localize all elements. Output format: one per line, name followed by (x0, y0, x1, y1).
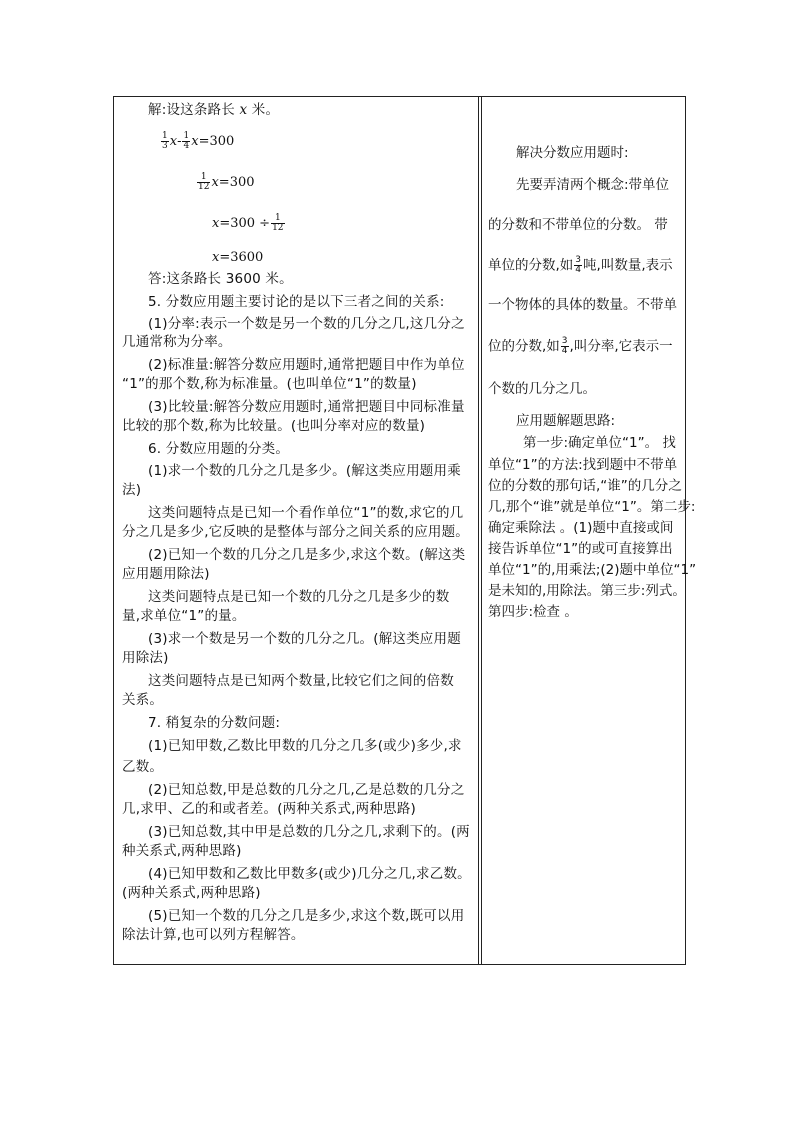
text-line: 几,求甲、乙的和或者差。(两种关系式,两种思路) (122, 801, 416, 817)
text-line: (3)已知总数,其中甲是总数的几分之几,求剩下的。(两 (148, 824, 470, 840)
right-text: 的分数和不带单位的分数。 带 (488, 217, 668, 233)
equation-3: x=300 ÷ $\frac{1}{12}$ (212, 213, 284, 233)
equation-4: x=3600 (212, 250, 264, 265)
text-line: 种关系式,两种思路) (122, 843, 242, 859)
right-heading-2: 应用题解题思路: (516, 413, 616, 429)
equation-2: $\frac{1}{12}$ x=300 (198, 172, 255, 192)
column-divider-inner (481, 96, 482, 965)
text-line: 分之几是多少,它反映的是整体与部分之间关系的应用题。 (122, 524, 469, 540)
step-line: 单位“1”的,用乘法;(2)题中单位“1” (488, 562, 697, 578)
right-text: 一个物体的具体的数量。不带单 (488, 297, 677, 313)
solution-intro: 解:设这条路长 x 米。 (148, 102, 280, 118)
step-line: 是未知的,用除法。第三步:列式。 (488, 583, 686, 599)
text-line: (5)已知一个数的几分之几是多少,求这个数,既可以用 (148, 908, 465, 924)
text-line: 比较的那个数,称为比较量。(也叫分率对应的数量) (122, 418, 426, 434)
text-line: 6. 分数应用题的分类。 (148, 441, 290, 457)
step-line: 单位“1”的方法:找到题中不带单 (488, 457, 678, 473)
text-line: 7. 稍复杂的分数问题: (148, 715, 281, 731)
text-line: (两种关系式,两种思路) (122, 885, 261, 901)
step-line: 位的分数的那句话,“谁”的几分之 (488, 478, 682, 494)
text-line: (3)比较量:解答分数应用题时,通常把题目中同标准量 (148, 399, 465, 415)
text-line: 量,求单位“1”的量。 (122, 608, 246, 624)
equation-1: $\frac{1}{3}$ x- $\frac{1}{4}$ x=300 (162, 131, 235, 151)
text-line: “1”的那个数,称为标准量。(也叫单位“1”的数量) (122, 376, 417, 392)
text-line: 应用题用除法) (122, 566, 210, 582)
text-line: 用除法) (122, 650, 169, 666)
text-line: (2)标准量:解答分数应用题时,通常把题目中作为单位 (148, 357, 465, 373)
step-line: 第四步:检查 。 (488, 604, 578, 620)
text-line: (4)已知甲数和乙数比甲数多(或少)几分之几,求乙数。 (148, 866, 471, 882)
right-text-fraction: 位的分数,如 $\frac{3}{4}$ ,叫分率,它表示一 (488, 336, 673, 356)
right-heading: 解决分数应用题时: (516, 145, 629, 161)
text-line: 关系。 (122, 692, 164, 708)
text-line: 这类问题特点是已知两个数量,比较它们之间的倍数 (148, 673, 454, 689)
text-line: 这类问题特点是已知一个数的几分之几是多少的数 (148, 589, 450, 605)
text-line: (2)已知总数,甲是总数的几分之几,乙是总数的几分之 (148, 782, 465, 798)
step-line: 确定乘除法 。(1)题中直接或间 (488, 520, 674, 536)
text-line: (1)分率:表示一个数是另一个数的几分之几,这几分之 (148, 316, 465, 332)
text-line: 法) (122, 482, 142, 498)
text-line: (1)求一个数的几分之几是多少。(解这类应用题用乘 (148, 463, 461, 479)
right-text: 个数的几分之几。 (488, 381, 596, 397)
text-line: 几通常称为分率。 (122, 334, 232, 350)
step-line: 接告诉单位“1”的或可直接算出 (488, 541, 673, 557)
column-divider (478, 96, 479, 965)
step-line: 几,那个“谁”就是单位“1”。第二步: (488, 499, 696, 515)
step-line: 第一步:确定单位“1”。 找 (523, 435, 676, 451)
text-line: 除法计算,也可以列方程解答。 (122, 927, 305, 943)
text-line: (3)求一个数是另一个数的几分之几。(解这类应用题 (148, 631, 461, 647)
text-line: 乙数。 (122, 759, 164, 775)
text-line: (1)已知甲数,乙数比甲数的几分之几多(或少)多少,求 (148, 738, 462, 754)
text-line: 5. 分数应用题主要讨论的是以下三者之间的关系: (148, 294, 445, 310)
text-line: 答:这条路长 3600 米。 (148, 271, 293, 287)
right-text-fraction: 单位的分数,如 $\frac{3}{4}$ 吨,叫数量,表示 (488, 255, 673, 275)
right-text: 先要弄清两个概念:带单位 (516, 177, 670, 193)
text-line: 这类问题特点是已知一个看作单位“1”的数,求它的几 (148, 505, 464, 521)
text-line: (2)已知一个数的几分之几是多少,求这个数。(解这类 (148, 547, 466, 563)
